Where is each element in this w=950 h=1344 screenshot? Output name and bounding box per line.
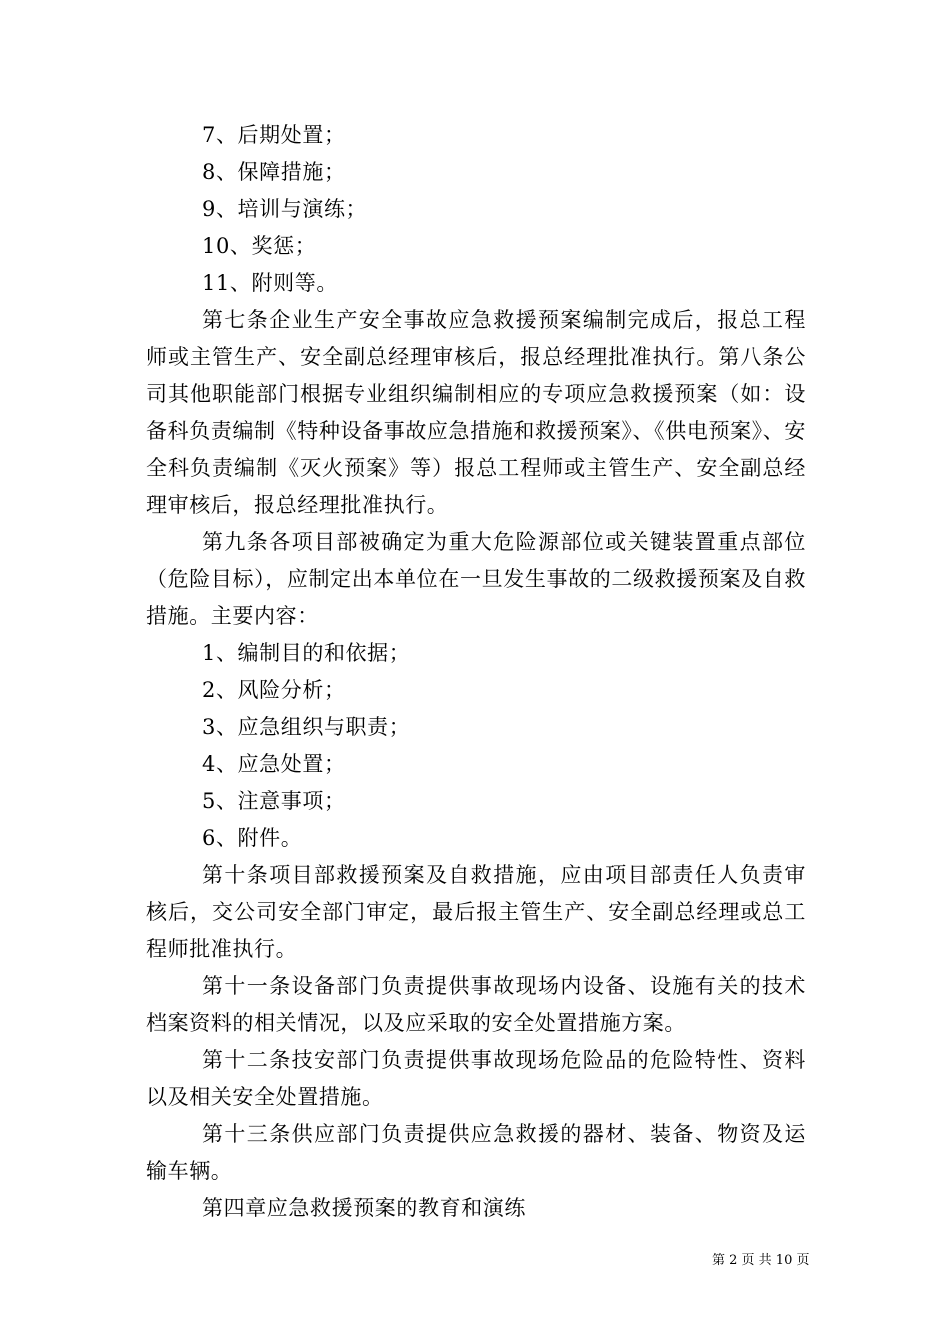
article-9-paragraph: 第九条各项目部被确定为重大危险源部位或关键装置重点部位（危险目标），应制定出本单位在一旦发生事故的二级救援预案及自救措施。主要内容：: [146, 530, 806, 628]
page-number-footer: 第 2 页 共 10 页: [712, 1253, 810, 1268]
list-item-11: 11、附则等。: [202, 271, 338, 295]
chapter-4-heading: 第四章应急救援预案的教育和演练: [202, 1196, 526, 1220]
content-item-6: 6、附件。: [202, 826, 303, 850]
article-7-8-paragraph: 第七条企业生产安全事故应急救援预案编制完成后，报总工程师或主管生产、安全副总经理审核后，报总经理批准执行。第八条公司其他职能部门根据专业组织编制相应的专项应急救援预案（如：设备科负责编制《特种设备事故应急措施和救援预案》、《供电预案》、安全科负责编制《灭火预案》等）报总工程师或主管生产、安全副总经理审核后，报总经理批准执行。: [146, 308, 806, 517]
article-10-paragraph: 第十条项目部救援预案及自救措施，应由项目部责任人负责审核后，交公司安全部门审定，最后报主管生产、安全副总经理或总工程师批准执行。: [146, 863, 806, 961]
content-item-3: 3、应急组织与职责；: [202, 715, 411, 739]
article-13-paragraph: 第十三条供应部门负责提供应急救援的器材、装备、物资及运输车辆。: [146, 1122, 806, 1183]
content-item-1: 1、编制目的和依据；: [202, 641, 411, 665]
list-item-10: 10、奖惩；: [202, 234, 317, 258]
document-body: [146, 117, 806, 1227]
list-item-7: 7、后期处置；: [202, 123, 346, 147]
list-item-8: 8、保障措施；: [202, 160, 346, 184]
article-11-paragraph: 第十一条设备部门负责提供事故现场内设备、设施有关的技术档案资料的相关情况，以及应采取的安全处置措施方案。: [146, 974, 806, 1035]
content-item-5: 5、注意事项；: [202, 789, 346, 813]
article-12-paragraph: 第十二条技安部门负责提供事故现场危险品的危险特性、资料以及相关安全处置措施。: [146, 1048, 806, 1109]
content-item-4: 4、应急处置；: [202, 752, 346, 776]
list-item-9: 9、培训与演练；: [202, 197, 368, 221]
content-item-2: 2、风险分析；: [202, 678, 346, 702]
